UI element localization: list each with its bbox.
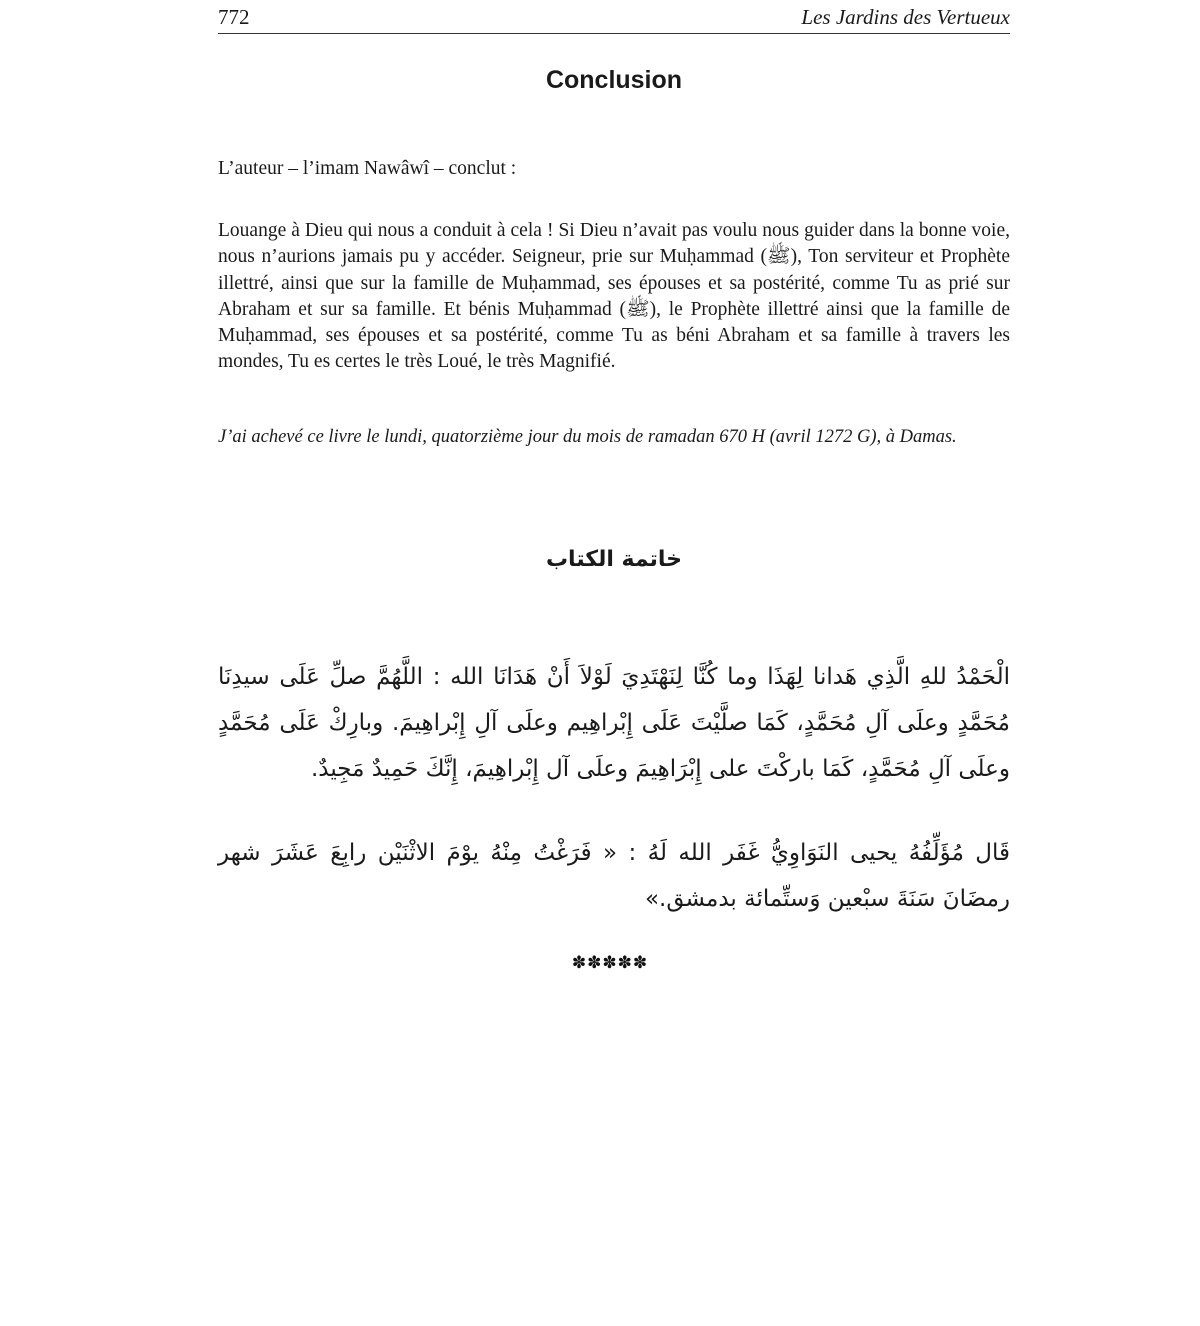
section-heading-ar: خاتمة الكتاب — [545, 547, 683, 572]
colophon-ar: قَال مُؤَلِّفُهُ يحيى النَوَاوِيُّ غَفَر الله لَهُ : « فَرَغْتُ مِنْهُ يوْمَ الاثْنَيْن رابِعَ عَشَرَ شهر رمضَانَ سَنَةَ سبْعين وَستِّمائة بدمشق.» — [218, 840, 1010, 912]
colophon-fr: J’ai achevé ce livre le lundi, quatorzième jour du mois de ramadan 670 H (avril 1272 G), à Damas. — [218, 427, 957, 447]
page-number: 772 — [218, 5, 250, 29]
closing-prayer-ar: الْحَمْدُ للهِ الَّذِي هَدانا لِهَذَا وما كُنَّا لِنَهْتَدِيَ لَوْلاَ أَنْ هَدَانَا الله : اللَّهُمَّ صلِّ عَلَى سيدِنَا مُحَمَّدٍ وعلَى آلِ مُحَمَّدٍ، كَمَا صلَّيْتَ عَلَى إِبْراهِيم وعلَى آلِ إِبْراهِيمَ. وبارِكْ عَلَى مُحَمَّدٍ وعلَى آلِ مُحَمَّدٍ، كَمَا باركْتَ على إِبْرَاهِيمَ وعلَى آل إِبْراهِيمَ، إِنَّكَ حَمِيدٌ مَجِيدٌ. — [218, 664, 1010, 782]
end-separator: ✽✽✽✽✽ — [571, 953, 649, 973]
book-title: Les Jardins des Vertueux — [801, 5, 1010, 29]
intro-line: L’auteur – l’imam Nawâwî – conclut : — [218, 158, 517, 179]
section-heading-fr: Conclusion — [545, 66, 683, 94]
running-head — [218, 2, 1010, 32]
header-rule — [218, 33, 1010, 34]
closing-prayer-fr: Louange à Dieu qui nous a conduit à cela ! Si Dieu n’avait pas voulu nous guider dans la bonne voie, nous n’aurions jamais pu y accéder. Seigneur, prie sur Muḥammad (ﷺ), Ton serviteur et Prophète illettré, ainsi que sur la famille de Muḥammad, ses épouses et sa postérité, comme Tu as prié sur Abraham et sur sa famille. Et bénis Muḥammad (ﷺ), le Prophète illettré ainsi que la famille de Muḥammad, ses épouses et sa postérité, comme Tu as béni Abraham et sa famille à travers les mondes, Tu es certes le très Loué, le très Magnifié. — [218, 220, 1010, 373]
